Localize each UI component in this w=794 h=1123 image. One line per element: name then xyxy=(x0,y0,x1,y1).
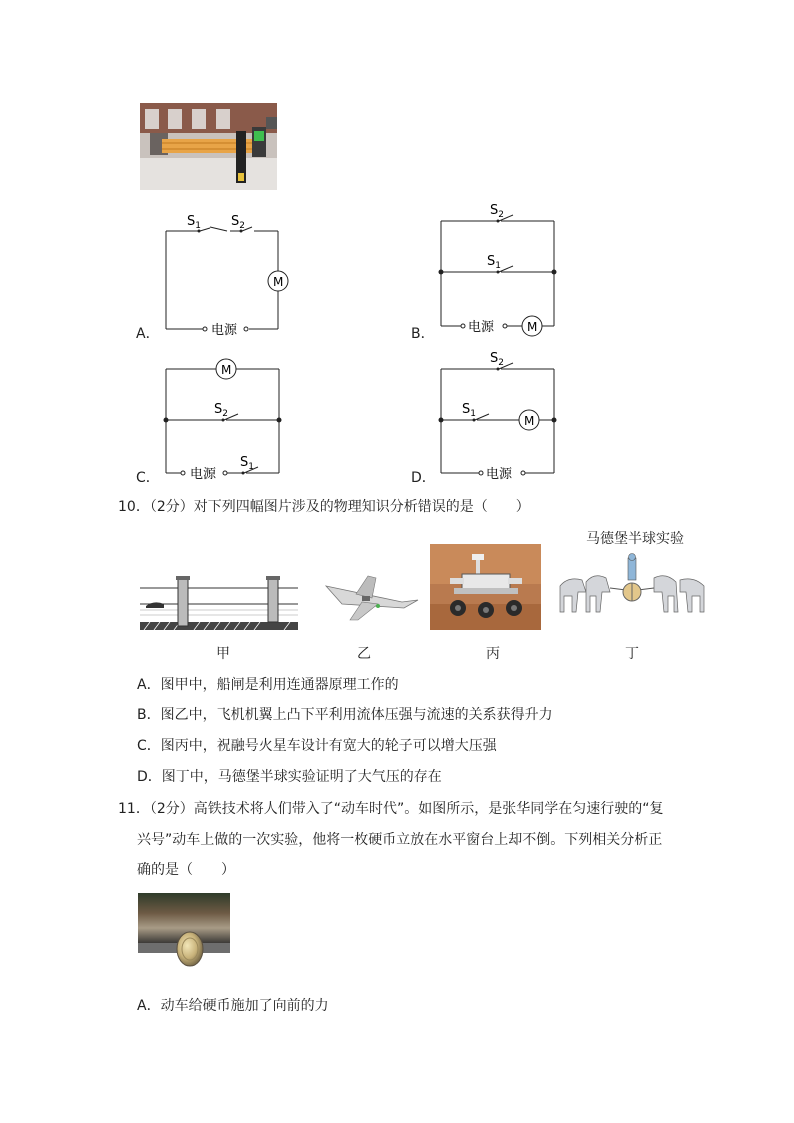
switch-s2-label: $S_2$ xyxy=(214,402,228,419)
q11-stem-line2: 兴号”动车上做的一次实验，他将一枚硬币立放在水平窗台上却不倒。下列相关分析正 xyxy=(137,832,663,848)
pic-ding-magdeburg xyxy=(556,552,708,628)
q10-option-d[interactable]: D．图丁中，马德堡半球实验证明了大气压的存在 xyxy=(137,769,442,785)
option-letter: C． xyxy=(136,470,160,486)
motor-label: M xyxy=(524,414,535,428)
q10-option-b[interactable]: B．图乙中，飞机机翼上凸下平利用流体压强与流速的关系获得升力 xyxy=(137,707,553,723)
caption-yi: 乙 xyxy=(357,646,371,662)
q11-stem-line3: 确的是（ ） xyxy=(137,862,235,878)
pic-ding-title: 马德堡半球实验 xyxy=(586,531,684,547)
switch-s1-label: $S_1$ xyxy=(462,402,476,419)
caption-ding: 丁 xyxy=(625,646,639,662)
q10-option-c[interactable]: C．图丙中，祝融号火星车设计有宽大的轮子可以增大压强 xyxy=(137,738,497,754)
option-letter: A． xyxy=(136,326,160,342)
option-letter: B． xyxy=(411,326,435,342)
q9-option-b[interactable] xyxy=(405,200,575,345)
pic-bing-mars-rover xyxy=(430,544,541,630)
pic-jia-ship-lock xyxy=(140,572,298,632)
switch-s1-label: $S_1$ xyxy=(240,455,254,472)
circuit-c-diagram xyxy=(130,355,295,490)
barrier-gate-photo xyxy=(140,103,277,190)
caption-bing: 丙 xyxy=(486,646,500,662)
option-letter: D． xyxy=(411,470,436,486)
circuit-a-diagram xyxy=(130,205,290,345)
switch-s2-label: $S_2$ xyxy=(490,203,504,220)
motor-label: M xyxy=(221,363,232,377)
caption-jia: 甲 xyxy=(216,646,230,662)
power-source-label: 电源 xyxy=(486,467,513,482)
q10-stem: 10．（2分）对下列四幅图片涉及的物理知识分析错误的是（ ） xyxy=(118,499,530,515)
q10-option-a[interactable]: A．图甲中，船闸是利用连通器原理工作的 xyxy=(137,677,399,693)
q11-stem-line1: 11．（2分）高铁技术将人们带入了“动车时代”。如图所示，是张华同学在匀速行驶的“复 xyxy=(118,801,664,817)
q9-option-d[interactable] xyxy=(405,348,575,490)
circuit-d-diagram xyxy=(405,348,575,490)
switch-s1-label: $S_1$ xyxy=(487,254,501,271)
switch-s1-label: $S_1$ xyxy=(187,214,201,231)
power-source-label: 电源 xyxy=(211,323,238,338)
switch-s2-label: $S_2$ xyxy=(231,214,245,231)
coin-on-windowsill-photo xyxy=(138,893,230,969)
power-source-label: 电源 xyxy=(190,467,217,482)
q9-option-c[interactable] xyxy=(130,355,295,490)
motor-label: M xyxy=(273,275,284,289)
pic-yi-airplane xyxy=(322,572,420,624)
power-source-label: 电源 xyxy=(468,320,495,335)
switch-s2-label: $S_2$ xyxy=(490,351,504,368)
motor-label: M xyxy=(527,320,538,334)
q11-option-a[interactable]: A．动车给硬币施加了向前的力 xyxy=(137,998,329,1014)
circuit-b-diagram xyxy=(405,200,575,345)
q9-option-a[interactable] xyxy=(130,205,290,345)
